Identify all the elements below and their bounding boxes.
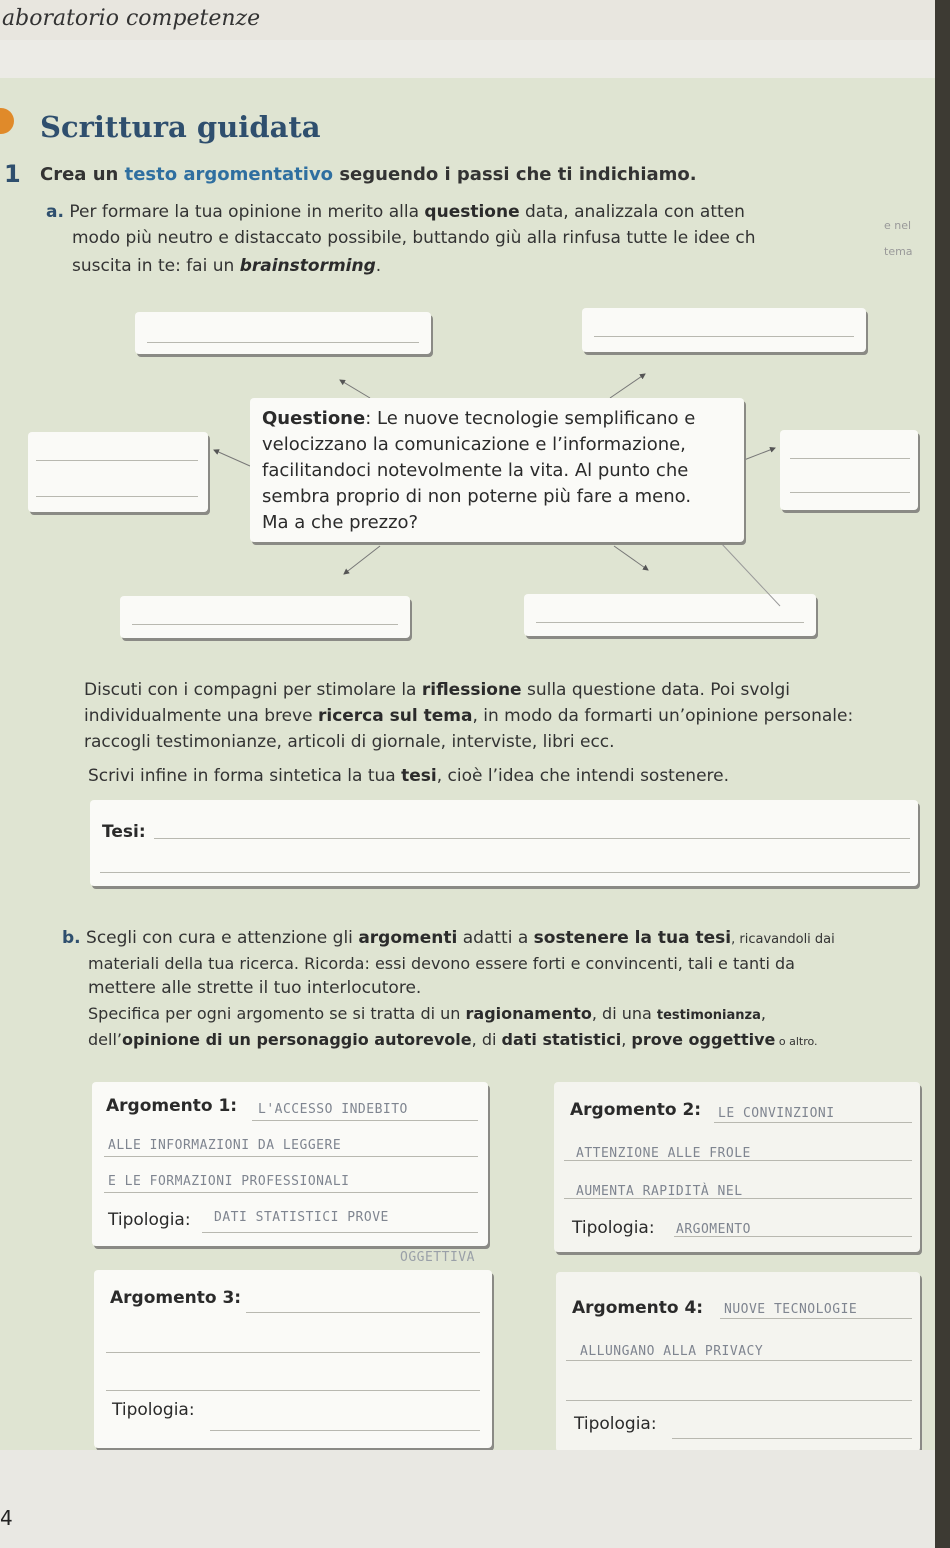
- page-number: 4: [0, 1506, 13, 1530]
- part-b-line-5: dell’opinione di un personaggio autorevole, di dati statistici, prove oggettive o altro.: [88, 1030, 818, 1049]
- argument-label-1: Argomento 1:: [106, 1096, 238, 1116]
- handwriting-a2-3: AUMENTA RAPIDITÀ NEL: [576, 1184, 743, 1199]
- handwriting-a1-3: E LE FORMAZIONI PROFESSIONALI: [108, 1174, 350, 1189]
- discuss-line-3: raccogli testimonianze, articoli di giornale, interviste, libri ecc.: [84, 732, 615, 752]
- handwriting-a2-type: ARGOMENTO: [676, 1222, 751, 1237]
- discuss-line-2: individualmente una breve ricerca sul tema, in modo da formarti un’opinione personale:: [84, 706, 854, 726]
- part-b-line-4: Specifica per ogni argomento se si tratta di un ragionamento, di una testimonianza,: [88, 1004, 766, 1023]
- part-b-line-1: b. Scegli con cura e attenzione gli argomenti adatti a sostenere la tua tesi, ricavandoli dai: [62, 928, 835, 948]
- margin-text-1: e nel: [884, 219, 912, 232]
- brainstorm-arrows: [0, 0, 935, 700]
- handwriting-a4-1: NUOVE TECNOLOGIE: [724, 1302, 858, 1317]
- type-label-3: Tipologia:: [112, 1400, 195, 1420]
- part-b-line-3: mettere alle strette il tuo interlocutore.: [88, 978, 422, 998]
- handwriting-a1-type: DATI STATISTICI PROVE: [214, 1210, 389, 1225]
- handwriting-a4-2: ALLUNGANO ALLA PRIVACY: [580, 1344, 764, 1359]
- discuss-line-4: Scrivi infine in forma sintetica la tua tesi, cioè l’idea che intendi sostenere.: [88, 766, 730, 786]
- part-a-line-1: a. Per formare la tua opinione in merito alla questione data, analizzala con atten: [46, 202, 745, 222]
- part-a-line-2: modo più neutro e distaccato possibile, buttando giù alla rinfusa tutte le idee ch: [72, 228, 756, 248]
- type-label-2: Tipologia:: [572, 1218, 655, 1238]
- handwriting-a2-1: LE CONVINZIONI: [718, 1106, 835, 1121]
- part-a-line-3: suscita in te: fai un brainstorming.: [72, 256, 382, 276]
- handwriting-a1-2: ALLE INFORMAZIONI DA LEGGERE: [108, 1138, 342, 1153]
- handwriting-a1-1: L'ACCESSO INDEBITO: [258, 1102, 408, 1117]
- part-b-line-2: materiali della tua ricerca. Ricorda: essi devono essere forti e convincenti, tali e tanti da: [88, 954, 795, 973]
- page-footer: [0, 1450, 935, 1548]
- handwriting-a1-type-2: OGGETTIVA: [400, 1250, 475, 1265]
- thesis-label: Tesi:: [102, 822, 146, 842]
- type-label-4: Tipologia:: [574, 1414, 657, 1434]
- section-label: aboratorio competenze: [2, 6, 261, 31]
- argument-label-3: Argomento 3:: [110, 1288, 242, 1308]
- discuss-line-1: Discuti con i compagni per stimolare la riflessione sulla questione data. Poi svolgi: [84, 680, 791, 700]
- exercise-number: 1: [4, 160, 21, 188]
- type-label-1: Tipologia:: [108, 1210, 191, 1230]
- argument-label-2: Argomento 2:: [570, 1100, 702, 1120]
- thesis-box[interactable]: [90, 800, 918, 886]
- margin-text-2: tema: [884, 245, 913, 258]
- exercise-instruction: Crea un testo argomentativo seguendo i passi che ti indichiamo.: [40, 164, 697, 185]
- page-title: Scrittura guidata: [40, 110, 321, 144]
- handwriting-a2-2: ATTENZIONE ALLE FROLE: [576, 1146, 751, 1161]
- question-box: Questione: Le nuove tecnologie semplificano e velocizzano la comunicazione e l’informazione, facilitandoci notevolmente la vita. Al punto che sembra proprio di non poterne più fare a meno. Ma a che prezzo?: [250, 398, 744, 542]
- argument-label-4: Argomento 4:: [572, 1298, 704, 1318]
